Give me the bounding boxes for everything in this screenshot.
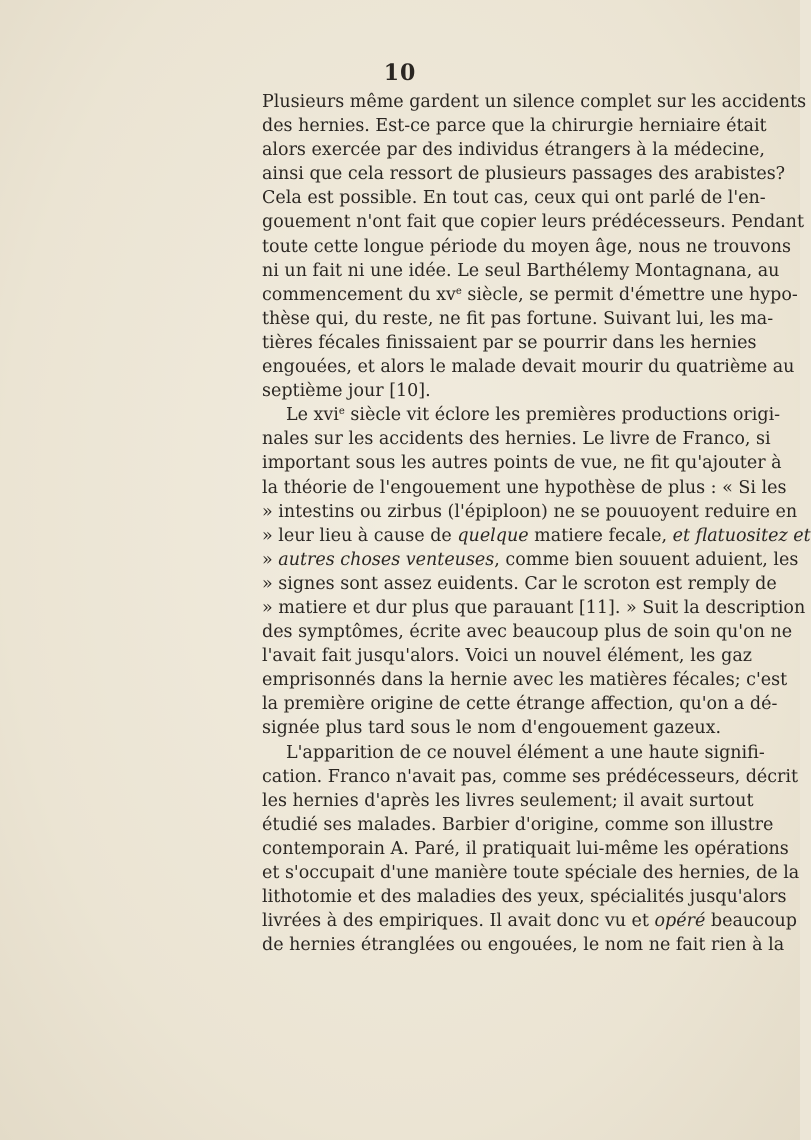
text-line — [262, 403, 781, 427]
body-text — [262, 90, 811, 957]
text-line: étudié ses malades. Barbier d'origine, comme son illustre — [262, 814, 774, 835]
text-line: et s'occupait d'une manière toute spéciale des hernies, de la — [262, 863, 800, 883]
text-fragment: siècle, se permit d'émettre une hypo- — [461, 284, 798, 305]
text-line: thèse qui, du reste, ne fit pas fortune. Suivant lui, les ma- — [262, 308, 774, 329]
text-line: la première origine de cette étrange affection, qu'on a dé- — [262, 694, 778, 715]
text-line: gouement n'ont fait que copier leurs prédécesseurs. Pendant — [262, 212, 804, 233]
text-line — [262, 909, 797, 933]
italic-text: quelque — [457, 525, 529, 546]
text-line: toute cette longue période du moyen âge, nous ne trouvons — [262, 236, 791, 257]
text-line: L'apparition de ce nouvel élément a une haute signifi- — [286, 742, 765, 763]
text-line: important sous les autres points de vue, ne fit qu'ajouter à — [262, 453, 782, 474]
italic-text: opéré — [654, 911, 706, 932]
text-fragment: siècle vit éclore les premières productions origi- — [344, 405, 781, 426]
text-fragment: beaucoup — [705, 911, 797, 932]
text-line — [262, 524, 811, 548]
text-line: des hernies. Est-ce parce que la chirurgie herniaire était — [262, 116, 767, 137]
text-fragment: , comme bien souuent aduient, les — [494, 549, 799, 570]
text-fragment: matiere fecale, — [528, 525, 673, 546]
text-fragment: » — [262, 549, 279, 570]
text-line: » signes sont assez euidents. Car le scroton est remply de — [262, 573, 777, 594]
text-line: septième jour [10]. — [262, 381, 431, 402]
text-fragment: livrées à des empiriques. Il avait donc vu et — [262, 911, 655, 932]
text-line: ainsi que cela ressort de plusieurs passages des arabistes? — [262, 164, 786, 185]
italic-text: autres choses venteuses — [278, 549, 495, 570]
text-fragment: » leur lieu à cause de — [262, 525, 458, 546]
text-line: engouées, et alors le malade devait mourir du quatrième au — [262, 357, 795, 378]
text-line: l'avait fait jusqu'alors. Voici un nouvel élément, les gaz — [262, 646, 752, 667]
text-line: contemporain A. Paré, il pratiquait lui-même les opérations — [262, 838, 789, 859]
text-line: » matiere et dur plus que parauant [11]. » Suit la description — [262, 597, 806, 618]
text-line: emprisonnés dans la hernie avec les matières fécales; c'est — [262, 670, 788, 691]
text-line: des symptômes, écrite avec beaucoup plus de soin qu'on ne — [262, 622, 793, 643]
text-line: alors exercée par des individus étrangers à la médecine, — [262, 140, 765, 161]
text-line: Plusieurs même gardent un silence complet sur les accidents — [262, 92, 807, 112]
superscript: e — [338, 406, 345, 418]
text-line: signée plus tard sous le nom d'engouement gazeux. — [262, 718, 722, 739]
superscript: e — [455, 285, 462, 297]
text-line — [262, 548, 799, 572]
text-line: Cela est possible. En tout cas, ceux qui ont parlé de l'en- — [262, 188, 766, 209]
text-line: nales sur les accidents des hernies. Le livre de Franco, si — [262, 429, 771, 450]
text-line — [262, 283, 798, 307]
text-line: les hernies d'après les livres seulement; il avait surtout — [262, 790, 754, 811]
text-fragment: Le xvi — [286, 405, 339, 426]
page-number: 10 — [383, 60, 417, 86]
text-line: de hernies étranglées ou engouées, le nom ne fait rien à la — [262, 935, 785, 956]
text-line: la théorie de l'engouement une hypothèse de plus : « Si les — [262, 477, 787, 498]
text-line: ni un fait ni une idée. Le seul Barthélemy Montagnana, au — [262, 260, 780, 281]
text-fragment: commencement du xv — [262, 284, 456, 305]
text-line: » intestins ou zirbus (l'épiploon) ne se pouuoyent reduire en — [262, 501, 798, 522]
text-line: cation. Franco n'avait pas, comme ses prédécesseurs, décrit — [262, 766, 799, 787]
italic-text: et flatuositez et — [672, 525, 811, 546]
text-line: lithotomie et des maladies des yeux, spécialités jusqu'alors — [262, 887, 787, 908]
text-line: tières fécales finissaient par se pourrir dans les hernies — [262, 332, 757, 353]
